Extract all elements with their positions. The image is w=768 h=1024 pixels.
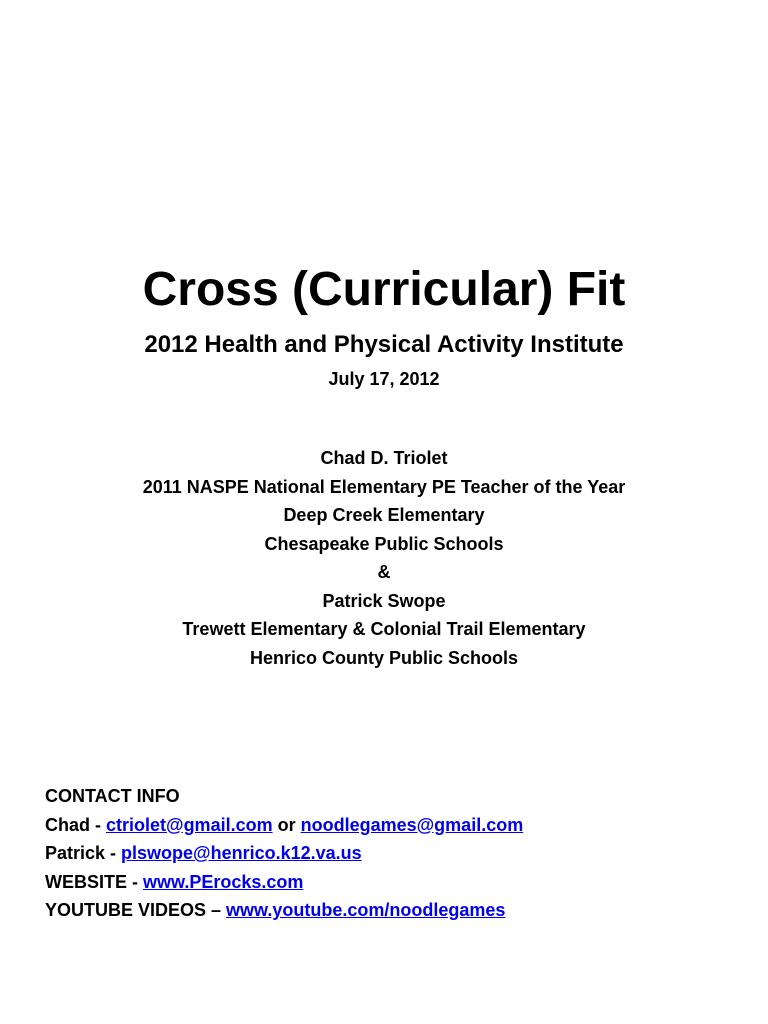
website-label: WEBSITE - — [45, 871, 143, 892]
chad-email-link-2[interactable]: noodlegames@gmail.com — [300, 814, 524, 835]
contact-row-website — [45, 868, 523, 897]
contact-row-chad — [45, 811, 523, 840]
contact-heading: CONTACT INFO — [45, 786, 180, 806]
contact-row-youtube — [45, 896, 523, 925]
website-link[interactable]: www.PErocks.com — [143, 871, 304, 892]
presenter-line: Chad D. Triolet — [320, 448, 448, 468]
presenter-line: Patrick Swope — [322, 590, 446, 611]
presenter-line: Deep Creek Elementary — [283, 505, 485, 525]
youtube-label: YOUTUBE VIDEOS – — [45, 900, 227, 920]
presenter-line: Henrico County Public Schools — [249, 647, 519, 668]
presenter-line: Trewett Elementary & Colonial Trail Elementary — [182, 619, 586, 639]
presenter-line: Chesapeake Public Schools — [264, 533, 504, 554]
presenter-line: & — [377, 562, 391, 582]
youtube-link[interactable]: www.youtube.com/noodlegames — [226, 900, 506, 920]
chad-or-text: or — [272, 814, 301, 835]
document-title: Cross (Curricular) Fit — [142, 263, 626, 316]
chad-email-link-1[interactable]: ctriolet@gmail.com — [106, 814, 273, 835]
presenter-line: 2011 NASPE National Elementary PE Teacher of the Year — [142, 476, 626, 497]
document-date: July 17, 2012 — [328, 369, 440, 389]
chad-label: Chad - — [45, 814, 106, 835]
document-subtitle: 2012 Health and Physical Activity Institute — [144, 331, 624, 358]
patrick-email-link[interactable]: plswope@henrico.k12.va.us — [121, 843, 362, 863]
contact-row-patrick — [45, 839, 523, 868]
patrick-label: Patrick - — [45, 843, 122, 863]
presenters-block — [0, 444, 768, 672]
contact-info-block — [45, 782, 523, 925]
